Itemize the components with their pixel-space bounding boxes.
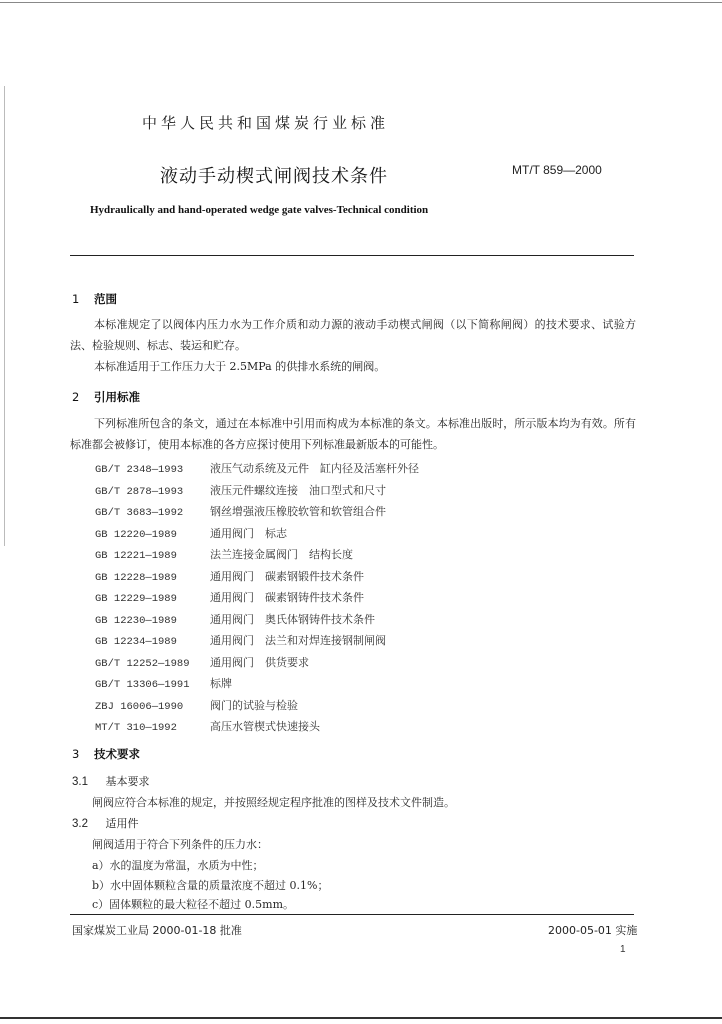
reference-item: GB/T 12252—1989 通用阀门 供货要求 — [95, 656, 309, 670]
issuing-organization: 中华人民共和国煤炭行业标准 — [142, 114, 390, 132]
reference-item: GB 12230—1989 通用阀门 奥氏体钢铸件技术条件 — [95, 613, 375, 627]
reference-item: GB 12221—1989 法兰连接金属阀门 结构长度 — [95, 548, 353, 562]
section-number: 2 — [72, 390, 80, 404]
bottom-border-line — [0, 1017, 722, 1019]
approval-info: 国家煤炭工业局 2000-01-18 批准 — [72, 924, 242, 937]
document-title-en: Hydraulically and hand-operated wedge gate valves-Technical condition — [90, 204, 429, 216]
top-border-line — [0, 2, 722, 3]
subsection-3-1-heading — [72, 773, 150, 789]
section-title: 范围 — [94, 292, 118, 306]
scan-edge-mark — [4, 86, 5, 546]
section-number: 1 — [72, 292, 80, 306]
header-divider — [70, 255, 634, 256]
effective-date: 2000-05-01 实施 — [548, 924, 638, 937]
reference-item: GB 12234—1989 通用阀门 法兰和对焊连接钢制闸阀 — [95, 634, 386, 648]
section-2-paragraph-1: 下列标准所包含的条文，通过在本标准中引用而构成为本标准的条文。本标准出版时，所示版本均为有效。所有标准都会被修订，使用本标准的各方应探讨使用下列标准最新版本的可能性。 — [70, 417, 636, 451]
condition-item-a: a）水的温度为常温，水质为中性； — [92, 859, 264, 872]
reference-item: GB 12228—1989 通用阀门 碳素钢锻件技术条件 — [95, 570, 364, 584]
subsection-number: 3.2 — [72, 818, 88, 830]
section-3-heading — [72, 746, 140, 762]
document-title-cn: 液动手动楔式闸阀技术条件 — [160, 166, 388, 187]
subsection-3-1-text: 闸阀应符合本标准的规定，并按照经规定程序批准的图样及技术文件制造。 — [92, 796, 455, 809]
subsection-title: 适用件 — [105, 817, 139, 830]
reference-item: GB/T 2878—1993 液压元件螺纹连接 油口型式和尺寸 — [95, 484, 386, 498]
footer-divider — [70, 914, 634, 915]
section-1-paragraph-2: 本标准适用于工作压力大于 2.5MPa 的供排水系统的闸阀。 — [94, 360, 386, 373]
condition-item-b: b）水中固体颗粒含量的质量浓度不超过 0.1%； — [92, 879, 329, 892]
reference-item: GB/T 3683—1992 钢丝增强液压橡胶软管和软管组合件 — [95, 505, 386, 519]
subsection-3-2-heading — [72, 815, 139, 831]
reference-item: MT/T 310—1992 高压水管楔式快速接头 — [95, 720, 320, 734]
reference-item: GB/T 2348—1993 液压气动系统及元件 缸内径及活塞杆外径 — [95, 462, 419, 476]
reference-item: GB/T 13306—1991 标牌 — [95, 677, 232, 691]
section-title: 引用标准 — [94, 390, 141, 404]
section-1-heading — [72, 291, 117, 307]
subsection-title: 基本要求 — [105, 775, 150, 788]
section-number: 3 — [72, 747, 80, 761]
page-number: 1 — [620, 944, 626, 955]
reference-item: GB 12229—1989 通用阀门 碳素钢铸件技术条件 — [95, 591, 364, 605]
section-1-paragraph-1: 本标准规定了以阀体内压力水为工作介质和动力源的液动手动楔式闸阀（以下简称闸阀）的技术要求、试验方法、检验规则、标志、装运和贮存。 — [70, 318, 636, 352]
reference-item: GB 12220—1989 通用阀门 标志 — [95, 527, 287, 541]
subsection-3-2-text: 闸阀适用于符合下列条件的压力水： — [92, 838, 268, 851]
reference-item: ZBJ 16006—1990 阀门的试验与检验 — [95, 699, 298, 713]
condition-item-c: c）固体颗粒的最大粒径不超过 0.5mm。 — [92, 898, 295, 911]
subsection-number: 3.1 — [72, 776, 88, 788]
section-title: 技术要求 — [94, 747, 141, 761]
section-2-heading — [72, 389, 140, 405]
standard-number: MT/T 859—2000 — [512, 163, 602, 177]
